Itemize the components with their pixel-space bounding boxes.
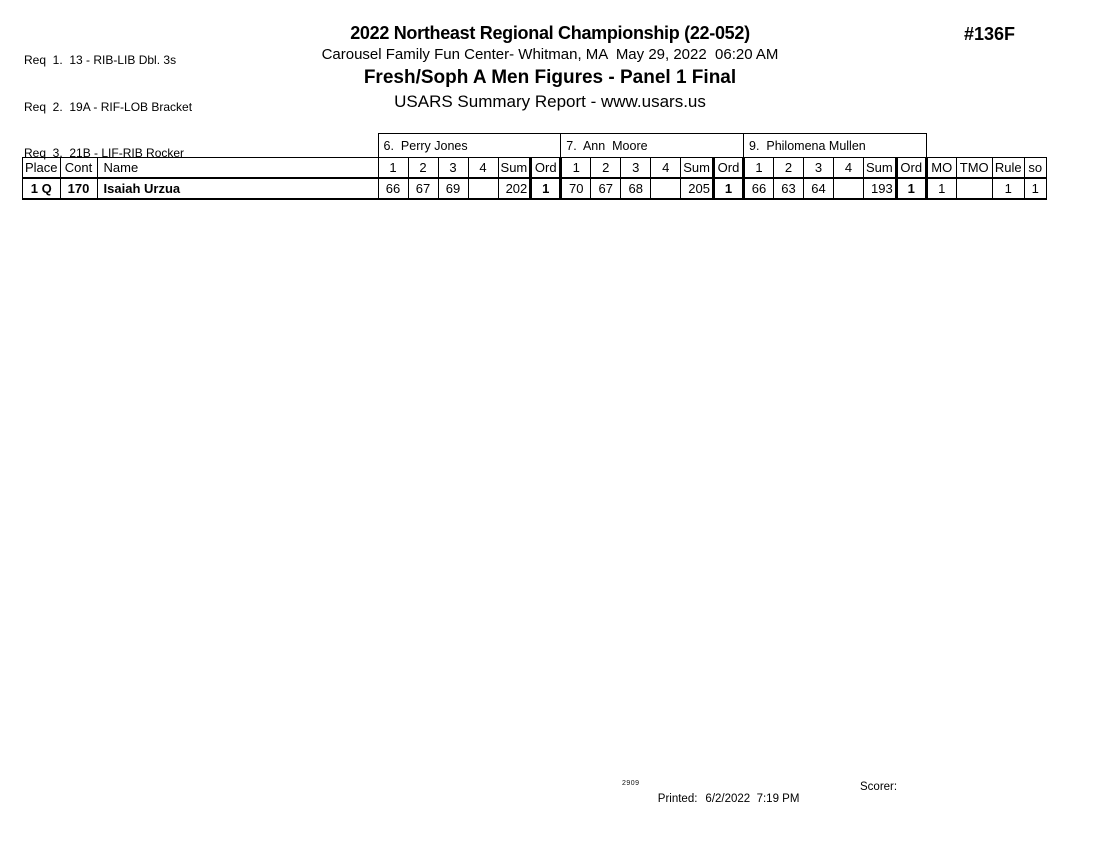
results-table (22, 133, 1047, 200)
col-header-score-1: 1 (744, 158, 774, 179)
tmo-cell (956, 178, 992, 199)
report-title: USARS Summary Report - www.usars.us (394, 92, 706, 111)
col-header-score-4: 4 (834, 158, 864, 179)
judge1-ordinal-cell: 1 (531, 178, 561, 199)
competition-title: 2022 Northeast Regional Championship (22-052) (350, 23, 750, 43)
col-header-score-4: 4 (468, 158, 498, 179)
col-header-score-3: 3 (804, 158, 834, 179)
report-version-mark: 2909 (622, 780, 640, 787)
printed-timestamp (645, 781, 799, 817)
requirement-line: Req 1. 13 - RIB-LIB Dbl. 3s (24, 53, 177, 67)
judge2-sum-cell: 205 (681, 178, 714, 199)
printed-value: 6/2/2022 7:19 PM (705, 793, 800, 805)
judge3-ordinal-cell: 1 (896, 178, 926, 199)
skater-name-cell: Isaiah Urzua (97, 178, 378, 199)
col-header-ord: Ord (714, 158, 744, 179)
judge3-sum-cell: 193 (864, 178, 897, 199)
col-header-rule: Rule (992, 158, 1024, 179)
judge-header: 6. Perry Jones (378, 134, 561, 158)
title-block (0, 21, 1100, 113)
so-cell: 1 (1024, 178, 1046, 199)
col-header-place: Place (23, 158, 61, 179)
col-header-score-3: 3 (621, 158, 651, 179)
judge3-score4-cell (834, 178, 864, 199)
judge2-score2-cell: 67 (591, 178, 621, 199)
event-title: Fresh/Soph A Men Figures - Panel 1 Final (363, 67, 737, 88)
rule-cell: 1 (992, 178, 1024, 199)
col-header-ord: Ord (896, 158, 926, 179)
judge-header: 7. Ann Moore (561, 134, 744, 158)
judges-row-spacer-right (926, 134, 1046, 158)
col-header-so: so (1024, 158, 1046, 179)
requirement-line: Req 3. 21B - LIF-RIB Rocker (24, 146, 185, 160)
judge2-score3-cell: 68 (621, 178, 651, 199)
mo-cell: 1 (926, 178, 956, 199)
col-header-ord: Ord (531, 158, 561, 179)
requirement-line: Req 2. 19A - RIF-LOB Bracket (24, 99, 193, 114)
judge1-score2-cell: 67 (408, 178, 438, 199)
col-header-sum: Sum (864, 158, 897, 179)
judges-row-spacer-left (23, 134, 379, 158)
col-header-score-2: 2 (408, 158, 438, 179)
place-cell: 1 Q (23, 178, 61, 199)
contestant-number-cell: 170 (60, 178, 97, 199)
col-header-score-1: 1 (378, 158, 408, 179)
col-header-score-2: 2 (774, 158, 804, 179)
judge3-score3-cell: 64 (804, 178, 834, 199)
col-header-mo: MO (926, 158, 956, 179)
venue-date-line: Carousel Family Fun Center- Whitman, MA May 29, 2022 06:20 AM (321, 46, 779, 63)
judge2-score4-cell (651, 178, 681, 199)
event-number: #136F (964, 24, 1016, 44)
judge1-score1-cell: 66 (378, 178, 408, 199)
judges-header-row (23, 134, 1047, 158)
judge2-score1-cell: 70 (561, 178, 591, 199)
col-header-name: Name (97, 158, 378, 179)
judge1-score4-cell (468, 178, 498, 199)
col-header-score-4: 4 (651, 158, 681, 179)
col-header-tmo: TMO (956, 158, 992, 179)
judge2-ordinal-cell: 1 (714, 178, 744, 199)
col-header-score-2: 2 (591, 158, 621, 179)
judge1-score3-cell: 69 (438, 178, 468, 199)
judge3-score1-cell: 66 (744, 178, 774, 199)
judge1-sum-cell: 202 (498, 178, 531, 199)
judge-header: 9. Philomena Mullen (744, 134, 927, 158)
col-header-sum: Sum (681, 158, 714, 179)
col-header-score-1: 1 (561, 158, 591, 179)
column-header-row (23, 158, 1047, 179)
printed-label: Printed: (657, 793, 698, 805)
judge3-score2-cell: 63 (774, 178, 804, 199)
col-header-sum: Sum (498, 158, 531, 179)
skater-result-row (23, 178, 1047, 199)
scorer-label: Scorer: (860, 781, 898, 793)
col-header-score-3: 3 (438, 158, 468, 179)
col-header-cont: Cont (60, 158, 97, 179)
